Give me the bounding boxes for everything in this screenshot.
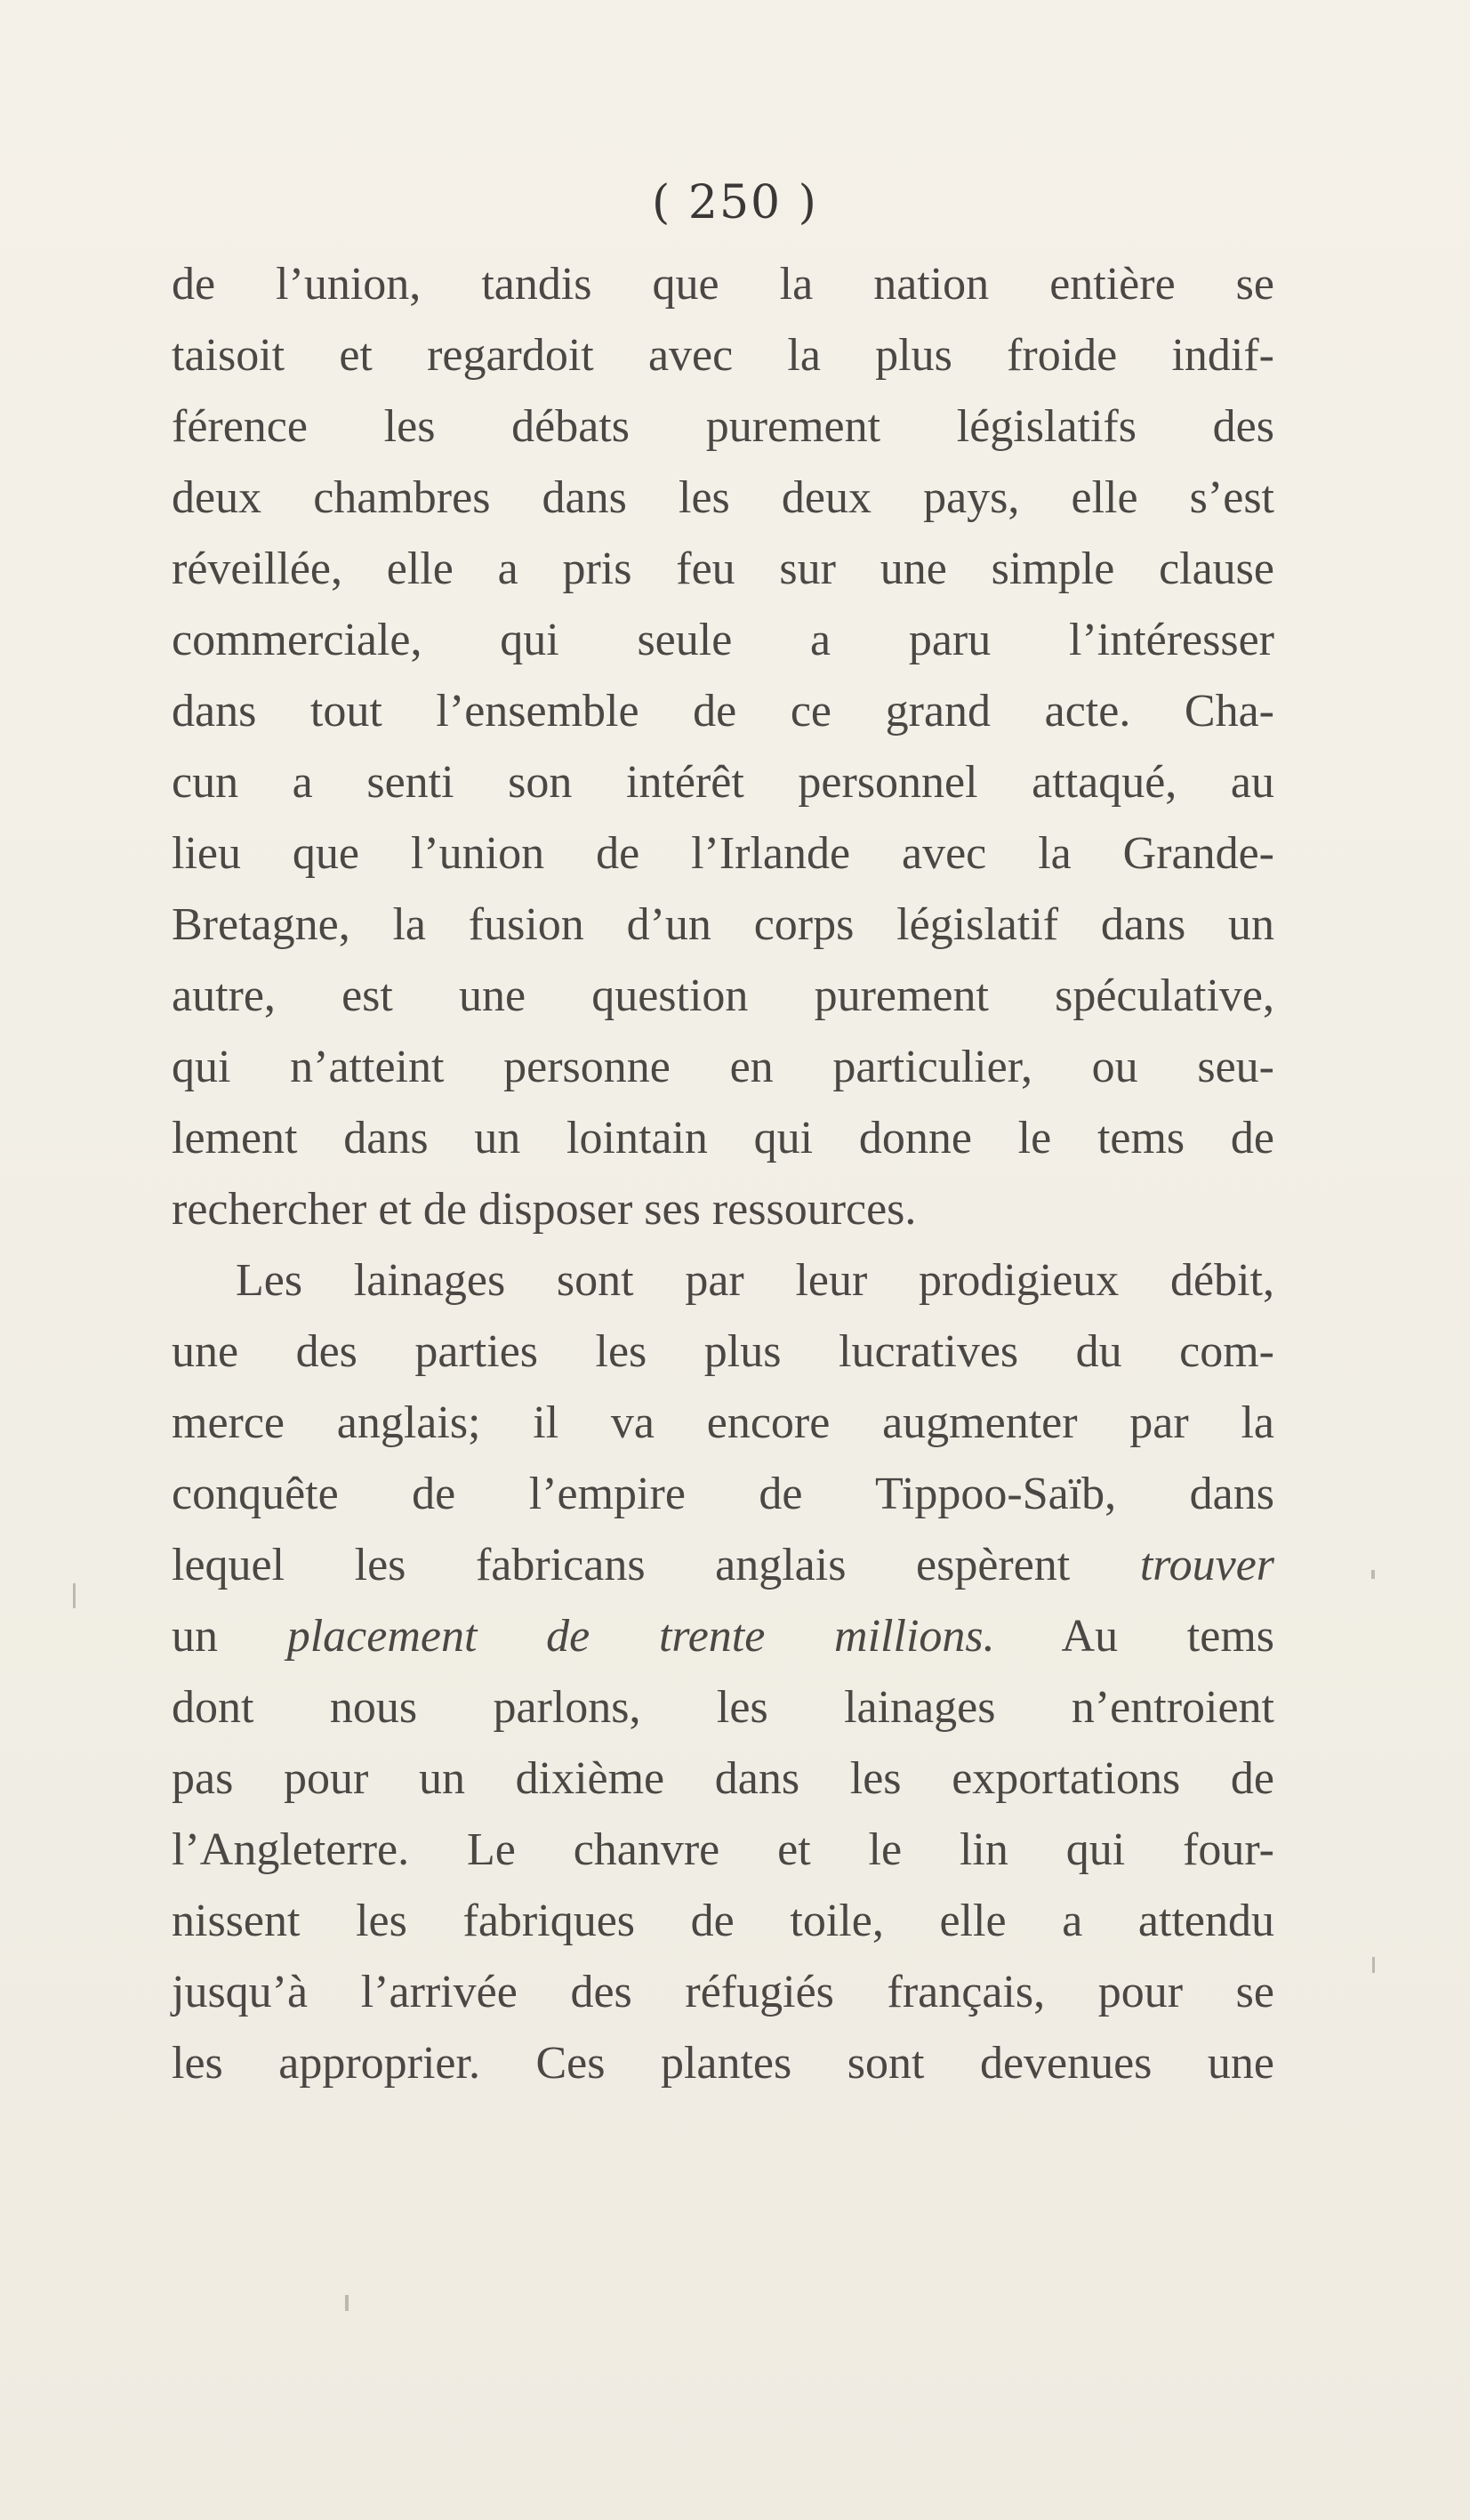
- text-line: taisoit et regardoit avec la plus froide indif-: [172, 330, 1274, 381]
- paper-speck: [1371, 1570, 1375, 1579]
- text-line: deux chambres dans les deux pays, elle s’est: [172, 472, 1274, 523]
- text-segment: lequel les fabricans anglais espèrent: [172, 1540, 1071, 1590]
- text-line: jusqu’à l’arrivée des réfugiés français, pour se: [172, 1967, 1274, 2017]
- text-line: de l’union, tandis que la nation entière se: [172, 259, 1274, 310]
- text-line: dont nous parlons, les lainages n’entroient: [172, 1682, 1274, 1733]
- text-segment: un: [172, 1611, 218, 1662]
- text-line: réveillée, elle a pris feu sur une simple clause: [172, 543, 1274, 594]
- paper-speck: [345, 2295, 349, 2311]
- text-line: l’Angleterre. Le chanvre et le lin qui four-: [172, 1824, 1274, 1875]
- text-line: Bretagne, la fusion d’un corps législatif dans un: [172, 899, 1274, 950]
- text-line-with-italic: [172, 1530, 1274, 1601]
- paper-speck: [73, 1583, 76, 1608]
- text-line: lement dans un lointain qui donne le tems de: [172, 1113, 1274, 1163]
- text-line: commerciale, qui seule a paru l’intéresser: [172, 615, 1274, 665]
- text-line: férence les débats purement législatifs des: [172, 401, 1274, 452]
- text-line: les approprier. Ces plantes sont devenues une: [172, 2038, 1274, 2089]
- text-line: nissent les fabriques de toile, elle a attendu: [172, 1896, 1274, 1946]
- italic-text-segment: placement de trente millions.: [286, 1611, 995, 1662]
- text-segment: Au tems: [1061, 1611, 1275, 1662]
- text-line: autre, est une question purement spéculative,: [172, 970, 1274, 1021]
- text-line-with-italic: [172, 1601, 1274, 1672]
- paragraph-start-line: Les lainages sont par leur prodigieux débit,: [236, 1255, 1274, 1306]
- text-line: merce anglais; il va encore augmenter par la: [172, 1397, 1274, 1448]
- text-line: une des parties les plus lucratives du com-: [172, 1326, 1274, 1377]
- text-line: dans tout l’ensemble de ce grand acte. Cha-: [172, 686, 1274, 737]
- text-line: qui n’atteint personne en particulier, ou seu-: [172, 1042, 1274, 1092]
- body-text: [172, 249, 1274, 2099]
- paragraph-end-line: rechercher et de disposer ses ressources.: [172, 1184, 917, 1235]
- paper-speck: [1372, 1957, 1375, 1973]
- text-line: lieu que l’union de l’Irlande avec la Grande-: [172, 828, 1274, 879]
- text-line: pas pour un dixième dans les exportations de: [172, 1753, 1274, 1804]
- text-line: conquête de l’empire de Tippoo-Saïb, dans: [172, 1469, 1274, 1519]
- italic-text-segment: trouver: [1139, 1540, 1275, 1590]
- text-line: cun a senti son intérêt personnel attaqué, au: [172, 757, 1274, 808]
- page-number: ( 250 ): [652, 176, 818, 229]
